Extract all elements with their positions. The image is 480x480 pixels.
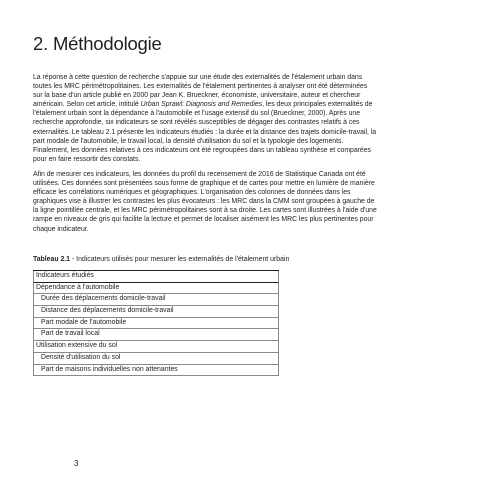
table-row: Part modale de l'automobile bbox=[33, 318, 279, 330]
indicators-table bbox=[33, 270, 279, 376]
table-row: Densité d'utilisation du sol bbox=[33, 353, 279, 365]
table-row: Dépendance à l'automobile bbox=[33, 283, 279, 295]
table-row: Utilisation extensive du sol bbox=[33, 341, 279, 353]
table-header: Indicateurs étudiés bbox=[33, 271, 279, 283]
table-caption-label: Tableau 2.1 bbox=[33, 256, 71, 263]
section-heading: 2. Méthodologie bbox=[33, 33, 162, 54]
paragraph-1 bbox=[33, 73, 378, 164]
table-row: Part de travail local bbox=[33, 329, 279, 341]
paragraph-2: Afin de mesurer ces indicateurs, les données du profil du recensement de 2016 de Statistique Canada ont été utilisées. Ces données sont présentées sous forme de graphique et de cartes pour mettre en lumière de manière efficace les corrélations numériques et géographiques. L'organisation des colonnes de données dans les graphiques vise à illustrer les contrastes les plus évocateurs : les MRC dans la CMM sont groupées à gauche de la ligne pointillée centrale, et les MRC périmétropolitaines sont à sa droite. Les cartes sont illustrées à l'aide d'une rampe en niveaux de gris qui facilite la lecture et permet de localiser aisément les MRC les plus pertinentes pour chaque indicateur. bbox=[33, 171, 377, 233]
table-row: Distance des déplacements domicile-travail bbox=[33, 306, 279, 318]
paragraph-1-after: , les deux principales externalités de l'étalement urbain sont la dépendance à l'automobile et l'usage extensif du sol (Brueckner, 2000). Après une recherche approfondie, six indicateurs se sont révélés susceptibles de dégager des contrastes relatifs à ces externalités. Le tableau 2.1 présente les indicateurs étudiés : la durée et la distance des trajets domicile-travail, la part modale de l'automobile, le travail local, la densité d'utilisation du sol et la typologie des logements. Finalement, les données relatives à ces indicateurs ont été regroupées dans un tableau synthèse et comparées pour en faire ressortir des constats. bbox=[33, 101, 377, 163]
table-row: Durée des déplacements domicile-travail bbox=[33, 294, 279, 306]
table-caption bbox=[33, 256, 289, 263]
article-title: Urban Sprawl: Diagnosis and Remedies bbox=[140, 101, 263, 109]
page-number: 3 bbox=[74, 459, 79, 468]
table-caption-text: - Indicateurs utilisés pour mesurer les externalités de l'étalement urbain bbox=[70, 256, 290, 263]
paragraph-1-before: La réponse à cette question de recherche s'appuie sur une étude des externalités de l'étalement urbain dans toutes les MRC périmétropolitaines. Les externalités de l'étalement pertinentes à analyser ont été déterminées sur la base d'un article publié en 2000 par Jean K. Brueckner, économiste, universitaire, auteur et chercheur américain. Selon cet article, intitulé bbox=[33, 74, 368, 109]
table-row: Part de maisons individuelles non attenantes bbox=[33, 365, 279, 377]
